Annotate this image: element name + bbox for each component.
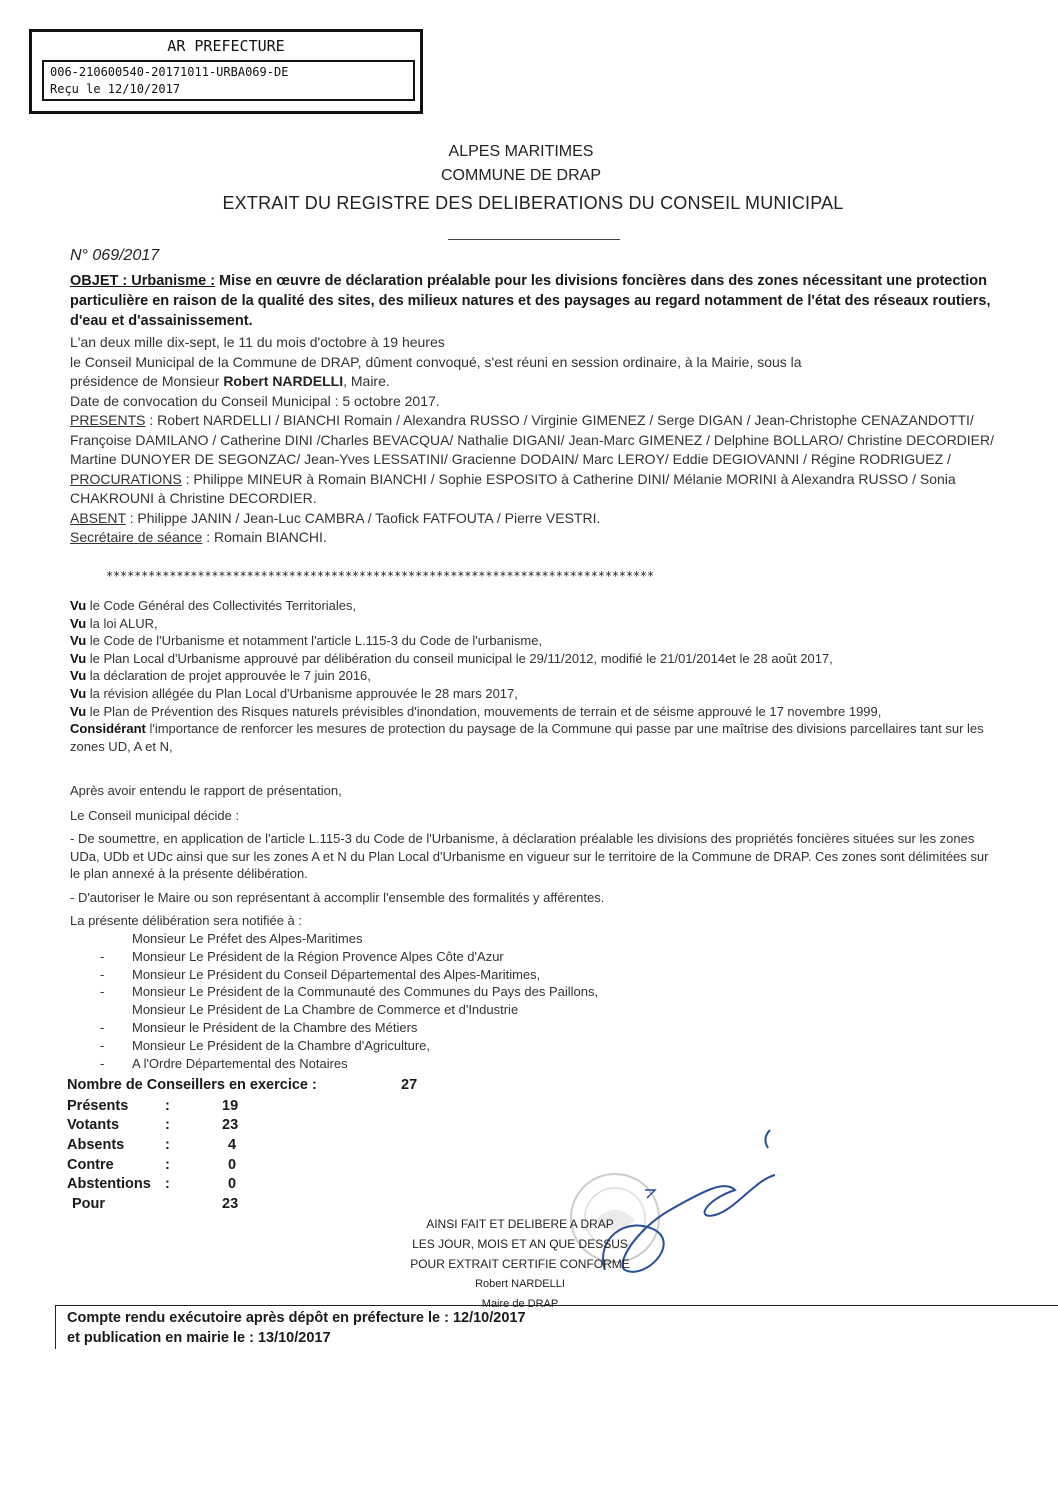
recipient-item: - Monsieur Le Président du Conseil Départemental des Alpes-Maritimes,: [100, 966, 541, 982]
objet-label: OBJET : Urbanisme :: [70, 273, 216, 289]
document-title: EXTRAIT DU REGISTRE DES DELIBERATIONS DU CONSEIL MUNICIPAL: [222, 193, 844, 213]
count-value: 4: [228, 1137, 237, 1153]
exercice-label: Nombre de Conseillers en exercice :: [67, 1077, 317, 1093]
signature-line-1: AINSI FAIT ET DELIBERE A DRAP: [426, 1217, 614, 1231]
publication-line: et publication en mairie le : 13/10/2017: [67, 1330, 331, 1346]
recipients-list: [100, 930, 800, 1072]
recipient-item: - Monsieur Le Président de la Communauté des Communes du Pays des Paillons,: [100, 984, 599, 1000]
procurations-label: PROCURATIONS: [70, 470, 182, 487]
conseil-decide: Le Conseil municipal décide :: [70, 808, 240, 823]
signature-line-3: POUR EXTRAIT CERTIFIE CONFORME: [410, 1257, 630, 1271]
secretaire-label: Secrétaire de séance: [70, 529, 203, 545]
count-label: Abstentions: [67, 1176, 151, 1192]
notification-intro: La présente délibération sera notifiée à :: [70, 913, 302, 928]
count-value: 23: [222, 1117, 239, 1133]
visa-item: Vu la déclaration de projet approuvée le 7 juin 2016,: [70, 668, 371, 684]
visa-item: Vu le Code de l'Urbanisme et notamment l'article L.115-3 du Code de l'urbanisme,: [70, 633, 543, 649]
stamp-title: AR PREFECTURE: [167, 37, 285, 55]
visa-item: Vu la révision allégée du Plan Local d'Urbanisme approuvée le 28 mars 2017,: [70, 685, 518, 701]
commune-heading: COMMUNE DE DRAP: [440, 167, 601, 184]
presents-label: PRESENTS: [70, 412, 146, 428]
count-label: Votants: [67, 1117, 120, 1133]
considerant-item: Considérant l'importance de renforcer les mesures de protection du paysage de la Commune qui passe par une maîtrise des divisions parcellaires tant sur les zones UD, A et N,: [70, 721, 984, 754]
visas-list: [70, 597, 1000, 755]
prefecture-stamp: [29, 29, 423, 114]
secretaire-line: Secrétaire de séance : Romain BIANCHI.: [70, 529, 327, 545]
signature-line-2: LES JOUR, MOIS ET AN QUE DESSUS: [412, 1237, 628, 1251]
count-label: Absents: [67, 1137, 125, 1153]
convocation-date: Date de convocation du Conseil Municipal : 5 octobre 2017.: [70, 392, 440, 409]
prefecture-deposit-line: Compte rendu exécutoire après dépôt en préfecture le : 12/10/2017: [67, 1310, 526, 1326]
objet-text: Mise en œuvre de déclaration préalable pour les divisions foncières dans des zones nécessitant une protection particulière en raison de la qualité des sites, des milieux natures et des paysages au regard notamment de l'état des réseaux routiers, d'eau et d'assainissement.: [70, 273, 991, 329]
count-label: Présents: [67, 1098, 129, 1114]
signatory-name: Robert NARDELLI: [475, 1278, 565, 1290]
recipient-item: - Monsieur Le Président de la Région Provence Alpes Côte d'Azur: [100, 948, 504, 964]
signatory-title: Maire de DRAP: [481, 1298, 559, 1310]
absent-label: ABSENT: [70, 509, 126, 526]
absent-list: ABSENT : Philippe JANIN / Jean-Luc CAMBRA / Taofick FATFOUTA / Pierre VESTRI.: [70, 509, 601, 526]
recipient-item: - Monsieur Le Président de la Chambre d'Agriculture,: [100, 1037, 431, 1053]
session-date: L'an deux mille dix-sept, le 11 du mois d'octobre à 19 heures: [70, 334, 445, 350]
count-value: 19: [222, 1098, 239, 1114]
visa-item: Vu le Code Général des Collectivités Territoriales,: [70, 598, 357, 613]
session-meeting-line: le Conseil Municipal de la Commune de DRAP, dûment convoqué, s'est réuni en session ordinaire, à la Mairie, sous la: [70, 353, 802, 370]
objet-paragraph: [70, 271, 1000, 331]
stamp-reference-box: [42, 60, 415, 101]
count-value: 23: [222, 1196, 239, 1212]
exercice-value: 27: [401, 1077, 418, 1093]
visa-item: Vu le Plan de Prévention des Risques naturels prévisibles d'inondation, mouvements de terrain et de séisme approuvé le 17 novembre 1999,: [70, 703, 882, 719]
visa-item: Vu la loi ALUR,: [70, 615, 158, 631]
decision-item-1: - De soumettre, en application de l'article L.115-3 du Code de l'Urbanisme, à déclaration préalable les divisions des propriétés foncières situées sur les zones UDa, UDb et UDc ainsi que sur les zones A et N du Plan Local d'Urbanisme en vigueur sur le territoire de la Commune de DRAP. Ces zones sont délimitées sur le plan annexé à la présente délibération.: [70, 831, 989, 882]
deliberation-number: N° 069/2017: [70, 247, 160, 264]
procurations-list: PROCURATIONS : Philippe MINEUR à Romain BIANCHI / Sophie ESPOSITO à Catherine DINI/ Mélanie MORINI à Alexandra RUSSO / Sonia CHAKROUNI à Christine DECORDIER.: [70, 470, 956, 506]
vote-counts: Nombre de Conseillers en exercice : 27 Présents : 19 Votants : 23 Absents : 4 Contre : 0 Abstentions : 0 Pour 23: [67, 1077, 418, 1212]
count-value: 0: [228, 1157, 237, 1173]
count-label: Contre: [67, 1157, 114, 1173]
stamp-received-date: Reçu le 12/10/2017: [50, 82, 181, 96]
signature-block: [390, 1214, 650, 1314]
recipient-item: - Monsieur le Président de la Chambre des Métiers: [100, 1019, 418, 1035]
visa-item: Vu le Plan Local d'Urbanisme approuvé par délibération du conseil municipal le 29/11/2012, modifié le 21/01/2014et le 28 août 2017,: [70, 650, 833, 666]
separator-stars: ******************************************************************************: [106, 569, 654, 583]
recipient-item: Monsieur Le Président de La Chambre de Commerce et d'Industrie: [132, 1002, 519, 1018]
recipient-item: Monsieur Le Préfet des Alpes-Maritimes: [132, 931, 363, 946]
count-value: 0: [228, 1176, 237, 1192]
department-heading: ALPES MARITIMES: [448, 143, 594, 160]
session-presidency: présidence de Monsieur Robert NARDELLI, Maire.: [70, 373, 390, 389]
rapport-line: Après avoir entendu le rapport de présentation,: [70, 783, 342, 798]
presents-list: PRESENTS : Robert NARDELLI / BIANCHI Romain / Alexandra RUSSO / Virginie GIMENEZ / Serge DIGAN / Jean-Christophe CENAZANDOTTI/ Françoise DAMILANO / Catherine DINI /Charles BEVACQUA/ Nathalie DIGANI/ Jean-Marc GIMENEZ / Delphine BOLLARO/ Christine DECORDIER/ Martine DUNOYER DE SEGONZAC/ Jean-Yves LESSATINI/ Gracienne DODAIN/ Marc LEROY/ Eddie DEGIOVANNI / Régine RODRIGUEZ /: [70, 412, 995, 467]
mayor-name: Robert NARDELLI: [223, 373, 344, 389]
decision-item-2: - D'autoriser le Maire ou son représentant à accomplir l'ensemble des formalités y afférentes.: [70, 890, 605, 905]
count-label: Pour: [72, 1196, 106, 1212]
title-divider: [448, 239, 620, 240]
stamp-reference: 006-210600540-20171011-URBA069-DE: [50, 65, 289, 79]
session-details: [70, 333, 1000, 548]
recipient-item: - A l'Ordre Départemental des Notaires: [100, 1055, 348, 1071]
